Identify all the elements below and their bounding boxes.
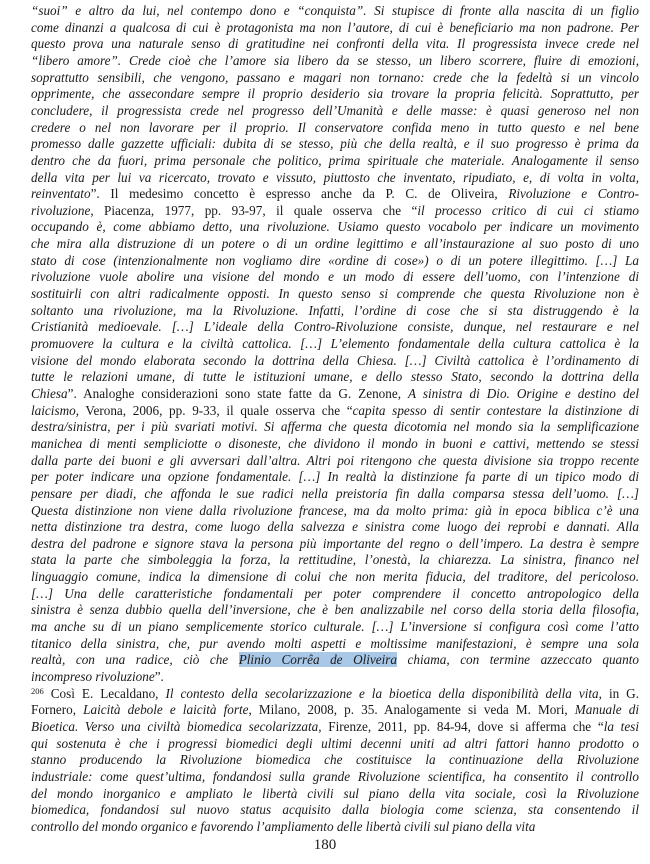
italic-text: del mondo inorganico e ampliato le libertà civili sul piano della vita sociale, così la Rivoluzione [31,785,639,801]
text-line [31,569,639,584]
text-line [31,719,639,734]
roman-text: , Firenze, 2011, pp. 84-94, dove si afferma che “ [318,718,604,734]
text-line [31,652,639,667]
text-line [31,219,639,234]
roman-text: , in G. [598,685,639,701]
text-line [31,736,639,751]
italic-text: destra del padrone e signore stava la persona più importante del regno o dell’impero. La destra è sempre [31,535,639,551]
italic-text: credere o nel non lavorare per il proprio. Il conservatore confida meno in tutto questo e nel bene [31,119,639,135]
italic-text: stata la parte che simboleggia la forza, la rettitudine, l’onestà, la chiarezza. La sinistra, financo nel [31,552,639,568]
italic-text: sinistra è senza dubbio quella dell’inversione, che è ben analizzabile nel corso della storia della filosofia, [31,602,639,618]
italic-text: manichea di menti sempliciotte o disoneste, che dividono il mondo in buoni e cattivi, mettendo se stessi [31,435,639,451]
italic-text: soltanto una rivoluzione, ma la Rivoluzione. Infatti, l’ordine di cose che si sta distruggendo è la [31,302,639,318]
roman-text: , Verona, 2006, pp. 9-33, il quale osserva che “ [75,402,353,418]
italic-text: concludere, il progressista crede nel progresso dell’Umanità e delle masse: è quasi generoso nel non [31,102,639,118]
text-line [31,702,639,717]
italic-text: sostituirli con altri radicalmente opposti. In questo senso si comprende che questa Rivoluzione non è [31,286,639,302]
italic-text: netta distinzione tra destra, come luogo della salvezza e sinistra come luogo dei reprobi e dannati. Alla [31,519,639,535]
text-line [31,103,639,118]
text-line [31,170,639,185]
text-line [31,752,639,767]
italic-text: Laicità debole e laicità forte [83,702,249,718]
italic-text: soprattutto sensibili, che vengono, passano e magari non tornano: crede che la fedeltà si un vincolo [31,69,639,85]
italic-text: Il contesto della secolarizzazione e la bioetica della disponibilità della vita [165,685,599,701]
italic-text: Questa distinzione non viene dalla rivoluzione francese, ma da molto prima: già in epoca biblica c’è una [31,502,639,518]
italic-text: laicismo [31,402,76,418]
text-line [31,619,639,634]
italic-text: della vita per lui va ricercato, trovato e vissuto, piuttosto che inventato, ripudiato, e, di volta in volta, [31,169,639,185]
italic-text: Rivoluzione e Contro- [508,186,639,202]
italic-text: dalla parte dei buoni e gli avversari dall’altra. Altri poi ritengono che questa divisione sia troppo recente [31,452,639,468]
italic-text: Bioetica. Verso una civiltà biomedica secolarizzata [31,718,319,734]
page-number: 180 [313,837,337,853]
text-line [31,469,639,484]
italic-text: questo prova una naturale senso di gratitudine nei confronti della vita. Il progressista invece crede nel [31,36,639,52]
italic-text: destra/sinistra, per i più svariati motivi. Si afferma che questa dicotomia nel mondo sia la semplificazione [31,419,639,435]
text-line [31,636,639,651]
text-line [31,120,639,135]
italic-text: stato di cose (intenzionalmente non vogliamo dire «ordine di cose») o di un potere illegittimo. […] La [31,252,639,268]
italic-text: qui sostenuta è che i progressi biomedici degli ultimi decenni uniti ad altri fattori hanno prodotto o [31,735,639,751]
text-line [31,136,639,151]
italic-text: reinventato [31,186,91,202]
roman-text: ”. [154,669,164,684]
italic-text: linguaggio comune, indica la dimensione di colui che non merita fiducia, del traditore, del pericoloso. [31,569,639,585]
italic-text: controllo del mondo organico e favorendo l’ampliamento delle libertà civili sul piano della vita [31,818,536,834]
italic-text: “suoi” e altro da lui, nel contempo dono e “conquista”. Si stupisce di fronte alla nascita di un figlio [31,3,639,18]
text-line [31,686,639,701]
italic-text: tutte le relazioni umane, di tutte le istituzioni umane, e dello stesso Stato, secondo la dottrina della [31,369,639,385]
text-line [31,203,639,218]
text-line [31,536,639,551]
text-line [31,253,639,268]
italic-text: dentro che da fuori, prima personale che politico, prima spirituale che materiale. Analogamente il senso [31,152,639,168]
text-line [31,403,639,418]
text-line [31,519,639,534]
italic-text: titanico della sinistra, che, pur avendo molti aspetti e moltissime manifestazioni, è sempre una sola [31,635,639,651]
text-line [31,386,639,401]
roman-text: ”. Analoghe considerazioni sono state fatte da G. Zenone, [67,385,409,401]
italic-text: pensare per diadi, che affonda le sue radici nella preistoria fin dalla comparsa stessa dell’uomo. […] [31,485,639,501]
text-line [31,269,639,284]
text-line [31,236,639,251]
italic-text: rivoluzione vuole abolire una visione del mondo e un modo di essere dell’uomo, con l’intenzione di [31,269,639,285]
text-line [31,303,639,318]
roman-text: Fornero, [31,702,84,718]
text-line [31,486,639,501]
text-line [31,186,639,201]
text-line [31,786,639,801]
text-line [31,286,639,301]
italic-text: incompreso rivoluzione [31,669,155,684]
italic-text: industriale: come quest’ultima, fondandosi sulla grande Rivoluzione scientifica, ha consentito il controllo [31,768,639,784]
italic-text: promesso dalle gazzette ufficiali: dubita di se stesso, più che della realtà, e il suo progresso è prima da [31,136,639,152]
text-line [31,669,639,684]
italic-text: occupando è, come abbiamo detto, una rivoluzione. Usiamo questo vocabolo per indicare un movimento [31,219,639,235]
italic-text: visione del mondo elaborata secondo la dottrina della Chiesa. […] Civiltà cattolica è l’ordinamento di [31,352,639,368]
text-line [31,20,639,35]
italic-text: Chiesa [31,385,68,401]
text-line [31,36,639,51]
italic-text: per poter indicare una opzione fondamentale. […] In realtà la distinzione fa parte di un tipico modo di [31,469,639,485]
italic-text: stanno producendo la Rivoluzione biomedica che costituisce la continuazione della Rivoluzione [31,752,639,768]
italic-text: ma anche su di un piano semplicemente storico culturale. […] L’inversione si configura così come l’atto [31,619,639,635]
italic-text: realtà, con una radice, ciò che [31,652,239,668]
italic-text: Cristianità medioevale. […] L’ideale della Contro-Rivoluzione consiste, dunque, nel restaurare e nel [31,319,639,335]
text-line [31,369,639,384]
text-line [31,586,639,601]
italic-text: Manuale di [574,702,639,718]
italic-text: chiama, con termine azzeccato quanto [397,652,639,668]
italic-text: “libero amore”. Crede cioè che l’amore sia libero da se stesso, un libero scorrere, fluire di emozioni, [31,52,639,68]
footnote-number: 206 [31,685,44,696]
text-line [31,319,639,334]
text-line [31,436,639,451]
text-line [31,769,639,784]
italic-text: A sinistra di Dio. Origine e destino del [408,385,639,401]
roman-text: Così E. Lecaldano, [43,685,166,701]
text-line [31,552,639,567]
italic-text: il processo critico di cui ci stiamo [417,202,639,218]
italic-text: promuovere la cultura e la civiltà cattolica. […] L’elemento fondamentale della cultura cattolica è la [31,336,639,351]
text-line [31,802,639,817]
italic-text: che mira alla distruzione di un potere o di un ordine legittimo e all’instaurazione al suo posto di uno [31,236,639,252]
text-line [31,353,639,368]
roman-text: , Milano, 2008, p. 35. Analogamente si veda M. Mori, [248,702,575,718]
italic-text: rivoluzione [31,202,91,218]
roman-text: , Piacenza, 1977, pp. 93-97, il quale osserva che “ [90,202,418,218]
italic-text: biomedica, fondandosi sul nuovo status acquisito dalla biologia come scienza, sta consentendo il [31,802,639,818]
text-line [31,419,639,434]
italic-text: come dinanzi a qualcosa di cui è protagonista ma non l’autore, di cui è beneficiario ma non padrone. Per [31,19,639,35]
text-line [31,602,639,617]
roman-text: ”. Il medesimo concetto è espresso anche da P. C. de Oliveira, [90,186,509,202]
text-line [31,3,639,18]
text-line [31,153,639,168]
text-line [31,453,639,468]
italic-text: opprimente, che assecondare sempre il proprio desiderio sia trovare la propria felicità. Soprattutto, per [31,86,639,102]
text-line [31,70,639,85]
text-line [31,503,639,518]
text-line [31,336,639,351]
highlighted-text: Plinio Corrêa de Oliveira [238,652,398,668]
text-line [31,86,639,101]
italic-text: la tesi [603,718,639,734]
text-line [31,53,639,68]
italic-text: […] Una delle caratteristiche fondamentali per poter comprendere il concetto antropologico della [31,585,639,601]
italic-text: capita spesso di sentir contestare la distinzione di [352,402,639,418]
text-line [31,819,639,834]
